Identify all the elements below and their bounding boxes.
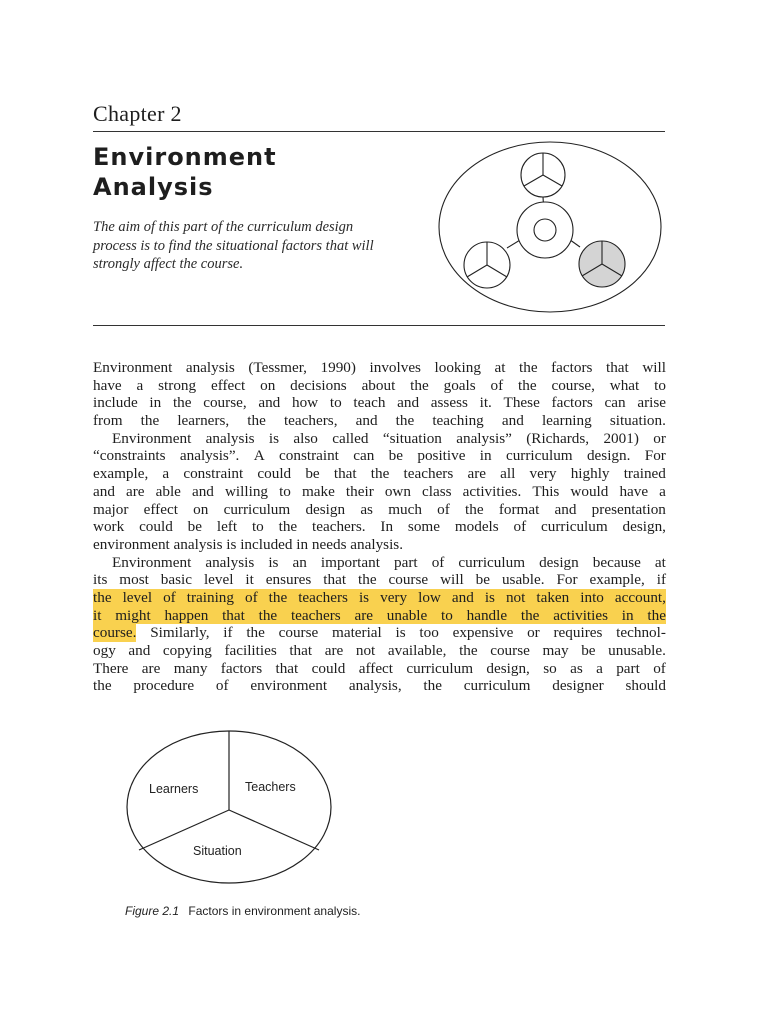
body-word: could — [139, 518, 173, 536]
body-word: Environment — [112, 429, 192, 447]
body-word: the — [459, 642, 478, 659]
body-word: effect — [210, 376, 246, 394]
body-word: goals — [443, 376, 476, 394]
body-word: to — [654, 376, 666, 394]
figure-caption — [125, 904, 360, 918]
body-word: its — [93, 571, 108, 589]
body-word: a — [136, 376, 144, 394]
body-word: is — [358, 588, 370, 606]
body-word: teaching — [432, 412, 484, 430]
body-word: at — [494, 359, 506, 376]
body-line — [93, 518, 666, 536]
body-word: of — [490, 376, 504, 394]
body-word: and — [397, 394, 420, 412]
body-word: course — [490, 642, 530, 659]
body-word: will — [440, 571, 464, 589]
body-word: left — [216, 518, 238, 536]
body-word: it — [93, 606, 102, 624]
body-word: some — [407, 518, 440, 536]
body-word: design — [539, 553, 579, 571]
body-word: design. — [586, 447, 631, 465]
body-word: A — [253, 447, 265, 465]
body-line — [93, 359, 666, 377]
body-word: could — [311, 659, 346, 677]
body-word: (Richards, — [526, 429, 590, 447]
body-word: analysis — [205, 429, 255, 447]
body-word: very — [380, 588, 408, 606]
body-word: of — [163, 588, 176, 606]
body-word: may — [542, 642, 569, 659]
body-word: curriculum — [458, 553, 526, 571]
body-word: in — [621, 606, 634, 624]
factors-pie-figure — [125, 728, 340, 888]
body-word: of — [513, 518, 527, 536]
body-word: For — [556, 571, 578, 589]
body-word: the — [246, 624, 265, 642]
body-line-highlighted — [93, 589, 666, 607]
figure-caption-text: Factors in environment analysis. — [188, 904, 361, 918]
body-word: are — [141, 659, 161, 677]
body-word: the — [172, 394, 192, 412]
center-inner-circle — [534, 219, 556, 241]
body-word: able — [155, 482, 181, 500]
body-word: activities. — [462, 482, 522, 500]
body-line — [93, 447, 666, 465]
body-line — [93, 677, 666, 695]
body-word: usable. — [501, 571, 545, 589]
body-word: teachers, — [283, 412, 338, 430]
body-word: a — [162, 465, 170, 483]
body-word: and — [554, 500, 577, 518]
body-word: affect — [358, 659, 394, 677]
chapter-title — [93, 142, 277, 202]
body-word: as — [570, 659, 583, 677]
body-word: major — [93, 500, 129, 518]
body-word: and — [93, 482, 115, 500]
body-word: teachers — [290, 606, 341, 624]
body-word: own — [384, 482, 411, 500]
body-word: unable — [386, 606, 428, 624]
body-word: to — [279, 482, 291, 500]
body-word: a — [659, 482, 666, 500]
body-word: be — [581, 642, 596, 659]
body-word: should — [625, 677, 666, 695]
body-word: curriculum — [541, 518, 608, 536]
body-word: 2001) — [603, 429, 639, 447]
body-line — [93, 412, 666, 430]
body-word: the — [520, 606, 540, 624]
body-word: be — [187, 518, 202, 536]
body-word: that — [289, 642, 313, 659]
intro-line: strongly affect the course. — [93, 256, 244, 272]
body-word: can — [604, 394, 626, 412]
body-line — [93, 554, 666, 572]
body-word: example, — [93, 465, 149, 483]
body-word: copying — [162, 642, 212, 659]
body-word: in — [149, 394, 162, 412]
body-word: are — [354, 606, 373, 624]
body-word: of — [431, 553, 445, 571]
body-word: on — [260, 376, 276, 394]
body-line — [93, 571, 666, 589]
body-word: and — [355, 412, 378, 430]
body-word: assess — [430, 394, 468, 412]
body-word: (Tessmer, — [248, 359, 307, 376]
body-word: their — [345, 482, 374, 500]
body-word: the — [423, 677, 442, 695]
body-word: technol- — [616, 624, 666, 642]
body-line-partial-highlight — [93, 624, 666, 642]
body-word: analysis”. — [179, 447, 240, 465]
body-word: of — [437, 500, 450, 518]
body-line-highlighted — [93, 607, 666, 625]
body-word: trained — [623, 465, 666, 483]
body-word: the — [465, 500, 484, 518]
body-word: the — [258, 606, 278, 624]
body-word: This — [532, 482, 560, 500]
body-word: the — [410, 376, 429, 394]
body-word: designer — [552, 677, 604, 695]
body-word: might — [115, 606, 151, 624]
body-word: many — [173, 659, 208, 677]
body-word: so — [543, 659, 557, 677]
body-word: the — [93, 588, 112, 606]
body-word: curriculum — [505, 447, 573, 465]
body-word: make — [301, 482, 335, 500]
body-word: what — [609, 376, 640, 394]
body-word: include — [93, 394, 138, 412]
body-word: in — [479, 447, 492, 465]
body-word: facilities — [224, 642, 277, 659]
body-word: design — [305, 500, 346, 518]
body-word: models — [454, 518, 499, 536]
body-word: analysis — [205, 553, 255, 571]
body-word: course, — [551, 376, 595, 394]
body-word: of — [653, 659, 666, 677]
body-word: format — [498, 500, 540, 518]
chapter-title-line-2: Analysis — [93, 173, 214, 201]
body-word: the — [268, 588, 288, 606]
intro-line: The aim of this part of the curriculum design — [93, 219, 354, 235]
figure-label-situation: Situation — [193, 844, 242, 858]
body-word: the — [358, 571, 377, 589]
body-word: unusable. — [608, 642, 666, 659]
body-word: course — [278, 624, 319, 642]
curriculum-design-model-icon — [435, 140, 665, 315]
body-word: course, — [203, 394, 247, 412]
body-word: In — [380, 518, 394, 536]
body-word: part — [394, 553, 418, 571]
body-word: factors — [220, 659, 263, 677]
body-word: are — [467, 465, 486, 483]
body-word: will — [642, 359, 666, 376]
body-word: ogy — [93, 642, 116, 659]
body-word: that — [605, 359, 629, 376]
body-word: or — [653, 429, 666, 447]
body-word: teachers — [298, 588, 348, 606]
body-word: into — [580, 588, 604, 606]
body-word: on — [193, 500, 209, 518]
header-rule-bottom — [93, 325, 665, 326]
body-word: from — [93, 412, 123, 430]
body-word: can — [353, 447, 375, 465]
body-word: positive — [417, 447, 466, 465]
body-word: basic — [160, 571, 192, 589]
figure-caption-number: Figure 2.1 — [125, 904, 180, 918]
body-word: strong — [158, 376, 197, 394]
body-word: presentation — [591, 500, 666, 518]
body-word: about — [361, 376, 396, 394]
body-word: and — [258, 394, 281, 412]
body-word: procedure — [133, 677, 195, 695]
body-word: be — [475, 571, 490, 589]
body-word: ensures — [265, 571, 312, 589]
header-rule-top — [93, 131, 665, 132]
body-word: highly — [570, 465, 610, 483]
body-word: decisions — [290, 376, 347, 394]
body-word: and — [128, 642, 151, 659]
body-word: called — [332, 429, 369, 447]
body-word: very — [529, 465, 557, 483]
body-line — [93, 465, 666, 483]
body-word: Similarly, — [150, 624, 210, 642]
chapter-title-line-1: Environment — [93, 143, 277, 171]
body-word: the — [278, 518, 298, 536]
body-word: have — [619, 482, 649, 500]
body-word: Environment — [112, 553, 192, 571]
body-word: curriculum — [223, 500, 291, 518]
figure-label-learners: Learners — [149, 782, 199, 796]
body-word: effect — [143, 500, 178, 518]
body-word: if — [656, 571, 666, 589]
body-word: all — [500, 465, 516, 483]
body-word: is — [395, 624, 406, 642]
body-line — [93, 660, 666, 678]
body-word: analysis, — [348, 677, 402, 695]
body-word: not — [505, 588, 526, 606]
body-word: account, — [614, 588, 666, 606]
body-word: not — [355, 642, 376, 659]
body-word: that — [275, 659, 299, 677]
body-word: expensive — [452, 624, 514, 642]
intro-line: process is to find the situational factors that will — [93, 237, 374, 254]
body-word: course. — [93, 624, 137, 642]
body-word: to — [329, 394, 342, 412]
body-word: situation. — [609, 412, 666, 430]
body-word: how — [291, 394, 319, 412]
body-word: is — [484, 588, 495, 606]
body-word: could — [257, 465, 292, 483]
body-line — [93, 642, 666, 660]
body-word: most — [119, 571, 149, 589]
body-word: taken — [536, 588, 570, 606]
body-line — [93, 501, 666, 519]
body-word: teachers. — [312, 518, 366, 536]
body-word: the — [370, 465, 390, 483]
body-word: is — [268, 553, 279, 571]
body-word: analysis — [185, 359, 235, 376]
body-word: available, — [387, 642, 447, 659]
body-word: happen — [164, 606, 209, 624]
body-word: an — [292, 553, 307, 571]
body-word: too — [419, 624, 439, 642]
body-word: training — [186, 588, 234, 606]
body-word: course — [388, 571, 429, 589]
body-word: are — [324, 642, 344, 659]
body-word: be — [305, 465, 320, 483]
body-word: the — [247, 412, 266, 430]
body-word: handle — [466, 606, 508, 624]
body-word: the — [93, 677, 112, 695]
body-word: because — [592, 553, 641, 571]
body-word: curriculum — [406, 659, 474, 677]
body-word: work — [93, 518, 125, 536]
body-word: “constraints — [93, 447, 166, 465]
body-word: a — [596, 659, 603, 677]
body-line — [93, 483, 666, 501]
body-word: There — [93, 659, 129, 677]
body-word: the — [519, 359, 538, 376]
body-word: For — [644, 447, 666, 465]
body-word: important — [320, 553, 380, 571]
body-word: constraint — [183, 465, 244, 483]
body-word: part — [616, 659, 640, 677]
body-word: the — [518, 376, 537, 394]
body-word: example, — [589, 571, 645, 589]
body-word: low — [418, 588, 441, 606]
body-word: class — [422, 482, 452, 500]
body-line — [93, 394, 666, 412]
body-word: and — [501, 412, 524, 430]
body-word: level — [122, 588, 153, 606]
body-word: constraint — [279, 447, 339, 465]
body-word: requires — [553, 624, 603, 642]
body-word: the — [647, 606, 666, 624]
body-text — [93, 359, 666, 695]
body-word: factors — [551, 394, 593, 412]
chapter-intro — [93, 218, 423, 274]
body-word: as — [360, 500, 373, 518]
body-word: of — [244, 588, 258, 606]
body-word: willing — [224, 482, 269, 500]
body-word: have — [93, 376, 122, 394]
body-word: These — [503, 394, 540, 412]
body-word: and — [191, 482, 214, 500]
body-word: level — [203, 571, 234, 589]
body-word: of — [215, 677, 229, 695]
body-word: looking — [434, 359, 481, 376]
figure-label-teachers: Teachers — [245, 780, 296, 794]
body-word: learners, — [177, 412, 230, 430]
body-word: learning — [541, 412, 592, 430]
body-word: the — [140, 412, 160, 430]
body-word: that — [333, 465, 357, 483]
body-word: involves — [369, 359, 421, 376]
body-word: it — [245, 571, 254, 589]
body-word: curriculum — [463, 677, 531, 695]
body-word: that — [222, 606, 245, 624]
body-word: design, — [486, 659, 530, 677]
body-word: material — [332, 624, 382, 642]
body-word: 1990) — [320, 359, 356, 376]
body-line — [93, 377, 666, 395]
body-word: or — [527, 624, 540, 642]
chapter-label: Chapter 2 — [93, 101, 182, 126]
body-word: design, — [622, 518, 666, 536]
body-word: if — [223, 624, 233, 642]
body-word: to — [441, 606, 453, 624]
body-word: it. — [479, 394, 492, 412]
body-word: that — [323, 571, 347, 589]
body-word: the — [395, 412, 415, 430]
body-word: analysis” — [456, 429, 512, 447]
figure-divider-right — [229, 810, 319, 850]
body-word: be — [388, 447, 404, 465]
body-word: environment — [250, 677, 328, 695]
body-word: teachers — [403, 465, 454, 483]
body-word: arise — [637, 394, 666, 412]
body-word: to — [251, 518, 264, 536]
body-word: “situation — [382, 429, 442, 447]
body-word: at — [654, 553, 666, 571]
body-line — [93, 430, 666, 448]
body-word: activities — [553, 606, 609, 624]
body-word: factors — [551, 359, 593, 376]
body-word: much — [388, 500, 422, 518]
body-word: and — [451, 588, 474, 606]
body-word: teach — [353, 394, 386, 412]
body-word: is — [268, 429, 280, 447]
body-word: also — [293, 429, 318, 447]
body-line: environment analysis is included in needs analysis. — [93, 535, 404, 553]
body-word: would — [570, 482, 609, 500]
body-word: are — [126, 482, 145, 500]
body-word: Environment — [93, 359, 173, 376]
